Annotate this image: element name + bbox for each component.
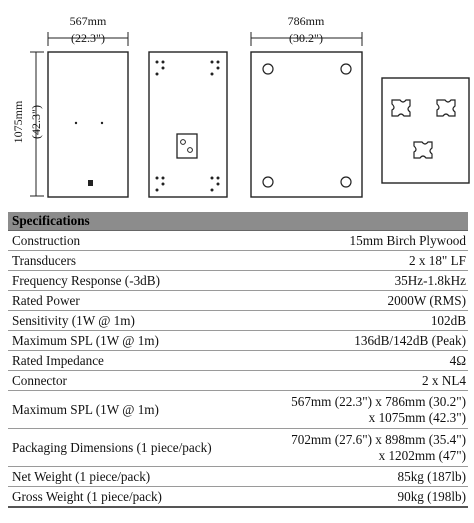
table-header-row: [8, 212, 468, 231]
spec-value: 4Ω: [238, 351, 468, 371]
front-width-mm: 567mm: [69, 14, 107, 28]
spec-value: 702mm (27.6") x 898mm (35.4") x 1202mm (47"): [238, 429, 468, 467]
spec-value: 102dB: [238, 311, 468, 331]
table-row: [8, 311, 468, 331]
spec-label: Rated Power: [8, 291, 238, 311]
cabinet-drawings: [0, 0, 474, 210]
table-row: [8, 271, 468, 291]
spec-label: Sensitivity (1W @ 1m): [8, 311, 238, 331]
height-mm: 1075mm: [11, 100, 25, 144]
spec-label: Connector: [8, 371, 238, 391]
spec-label: Frequency Response (-3dB): [8, 271, 238, 291]
front-view: [48, 52, 128, 197]
spec-label: Gross Weight (1 piece/pack): [8, 487, 238, 508]
spec-value: 567mm (22.3") x 786mm (30.2") x 1075mm (42.3"): [238, 391, 468, 429]
spec-label: Transducers: [8, 251, 238, 271]
spec-value: 90kg (198lb): [238, 487, 468, 508]
table-row: [8, 231, 468, 251]
table-header: Specifications: [8, 212, 468, 231]
table-row: [8, 467, 468, 487]
table-row: [8, 331, 468, 351]
table-row: [8, 351, 468, 371]
spec-label: Maximum SPL (1W @ 1m): [8, 391, 238, 429]
table-row: [8, 371, 468, 391]
spec-value: 85kg (187lb): [238, 467, 468, 487]
rear-view: [149, 52, 227, 197]
side-depth-mm: 786mm: [287, 14, 325, 28]
spec-value: 2 x NL4: [238, 371, 468, 391]
spec-label: Maximum SPL (1W @ 1m): [8, 331, 238, 351]
table-row: [8, 487, 468, 508]
side-view: [251, 52, 362, 197]
front-width-dimension: [48, 14, 128, 46]
spec-value: 15mm Birch Plywood: [238, 231, 468, 251]
spec-value: 2 x 18" LF: [238, 251, 468, 271]
table-row: [8, 429, 468, 467]
specifications-table: [8, 212, 468, 508]
spec-label: Construction: [8, 231, 238, 251]
side-depth-dimension: [251, 14, 362, 46]
side-depth-in: (30.2"): [289, 31, 323, 45]
height-in: (42.3"): [29, 105, 43, 139]
top-view: [382, 78, 469, 183]
table-row: [8, 251, 468, 271]
front-width-in: (22.3"): [71, 31, 105, 45]
height-dimension: [11, 52, 44, 196]
spec-value: 35Hz-1.8kHz: [238, 271, 468, 291]
connector-panel: [177, 134, 197, 158]
spec-label: Packaging Dimensions (1 piece/pack): [8, 429, 238, 467]
spec-label: Rated Impedance: [8, 351, 238, 371]
table-row: [8, 391, 468, 429]
spec-value: 136dB/142dB (Peak): [238, 331, 468, 351]
spec-label: Net Weight (1 piece/pack): [8, 467, 238, 487]
table-row: [8, 291, 468, 311]
spec-value: 2000W (RMS): [238, 291, 468, 311]
